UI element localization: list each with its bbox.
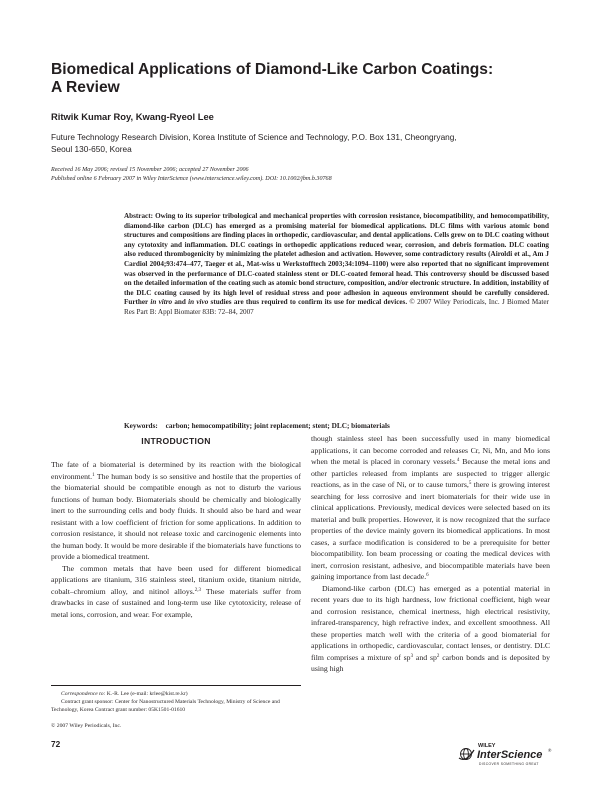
- keywords: [124, 422, 549, 430]
- globe-icon: [459, 749, 474, 760]
- page-number: 72: [51, 739, 61, 749]
- abstract: [124, 212, 549, 318]
- wiley-interscience-logo: [458, 739, 554, 769]
- received-line: Received 16 May 2006; revised 15 November 2006; accepted 27 November 2006: [51, 167, 249, 173]
- logo-brand: InterScience: [477, 749, 543, 761]
- correspondence: Correspondence to: K.-R. Lee (e-mail: krlee@kist.re.kr): [61, 691, 188, 697]
- published-line: Published online 6 February 2007 in Wiley InterScience (www.interscience.wiley.com). DOI: 10.1002/jbm.b.30768: [51, 175, 332, 182]
- author-list: Ritwik Kumar Roy, Kwang-Ryeol Lee: [51, 111, 214, 122]
- abstract-label: Abstract:: [124, 212, 153, 220]
- paragraph: The fate of a biomaterial is determined by its reaction with the biological environment.$^1$ The human body is so sensitive and hostile that the properties of the biomaterial should be compatible enough as not to disturb the various functions of human body. Biomaterials should be chemically and biologically inert to the surrounding cells and body fluids. It should also be hard and wear resistant with a low coefficient of friction for some applications. In addition to corrosion resistance, it should not release toxic and carcinogenic elements into the human body. It would be more desirable if the biomaterials have functions to provide a biomedical treatment.: [51, 460, 302, 561]
- publication-dates: [51, 166, 571, 183]
- affiliation: Future Technology Research Division, Korea Institute of Science and Technology, P.O. Box 131, Cheongryang, Seoul 130-650, Korea: [51, 132, 457, 154]
- body-column-left: [51, 459, 301, 620]
- logo-top-word: WILEY: [478, 743, 496, 749]
- section-heading: INTRODUCTION: [141, 436, 211, 446]
- logo-registered-mark: ®: [548, 748, 552, 753]
- logo-tagline: DISCOVER SOMETHING GREAT: [479, 762, 539, 766]
- abstract-text: Owing to its superior tribological and mechanical properties with corrosion resistance, biocompatibility, and hemocompatibility, diamond-like carbon (DLC) has emerged as a promising material for biomedical applications. DLC films with various atomic bond structures and compositions are finding places in orthopedic, cardiovascular, and dental applications. Cells grew on to DLC coating without any cytotoxity and inflammation. DLC coatings in orthopedic applications reduced wear, corrosion, and debris formation. DLC coating also reduced thrombogenicity by minimizing the platelet adhesion and activation. However, some contradictory results (Airoldi et al., Am J Cardiol 2004;93:474–477, Taeger et al., Mat-wiss u Werkstofftech 2003;34:1094–1100) were also reported that no significant improvement was observed in the performance of DLC-coated stainless stent or DLC-coated femoral head. This controversy should be discussed based on the detailed information of the coating such as atomic bond structure, composition, and/or electronic structure. In addition, instability of the DLC coating caused by its high level of residual stress and poor adhesion in aqueous environment should be carefully considered. Further in vitro and in vivo studies are thus required to confirm its use for medical devices.: [124, 212, 549, 307]
- publisher-logo-graphic: [458, 739, 554, 769]
- body-column-right: [311, 433, 550, 675]
- paragraph: though stainless steel has been successfully used in many biomedical applications, it can become corroded and releases Cr, Ni, Mn, and Mo ions when the metal is placed in coronary vessels.$^4$ Because the metal ions and other particles released from implants are suspected to trigger allergic reactions, as in the case of Ni, or to cause tumors,$^5$ there is growing interest searching for less corrosive and inert biomaterials for their wide use in clinical applications. Previously, medical devices were selected based on its material and bulk properties. However, it is now recognized that the surface properties of the device mainly govern its biomedical applications. In most cases, a surface modification is considered to be a prerequisite for better biocompatibility. Ion beam processing or coating the medical devices with inert, corrosion resistant, adhesive, and biocompatible materials have been gaining importance from last decade.$^6$: [311, 434, 550, 581]
- keywords-label: Keywords:: [124, 422, 158, 430]
- grant-note: Contract grant sponsor: Center for Nanostructured Materials Technology, Ministry of Science and Technology, Korea Contract grant number: 05K1501-01610: [51, 699, 280, 714]
- paragraph: The common metals that have been used for different biomedical applications are titanium, 316 stainless steel, titanium oxide, titanium nitride, cobalt–chromium alloy, and nitinol alloys.$^{2,3}$ These materials suffer from drawbacks in case of sustained and long-term use like cytotoxicity, release of metal ions, corrosion, and wear. For example,: [51, 563, 301, 619]
- keywords-text: carbon; hemocompatibility; joint replacement; stent; DLC; biomaterials: [165, 422, 390, 430]
- article-title: Biomedical Applications of Diamond-Like Carbon Coatings: A Review: [51, 61, 494, 96]
- footnote: [51, 690, 301, 715]
- copyright-notice: © 2007 Wiley Periodicals, Inc.: [51, 723, 122, 729]
- paragraph: Diamond-like carbon (DLC) has emerged as a potential material in recent years due to its high hardness, low frictional coefficient, high wear and corrosion resistance, chemical inertness, high electrical resistivity, infrared-transparency, high refractive index, and excellent smoothness. All these properties match well with the criteria of a good biomaterial for applications in orthopedic, cardiovascular, contact lenses, or dentistry. DLC film comprises a mixture of $sp^3$ and $sp^2$ carbon bonds and is deposited by using high: [311, 583, 550, 673]
- footnote-divider: [51, 685, 301, 686]
- abstract-citation: © 2007 Wiley Periodicals, Inc. J Biomed Mater Res Part B: Appl Biomater 83B: 72–84, 2007: [124, 298, 549, 316]
